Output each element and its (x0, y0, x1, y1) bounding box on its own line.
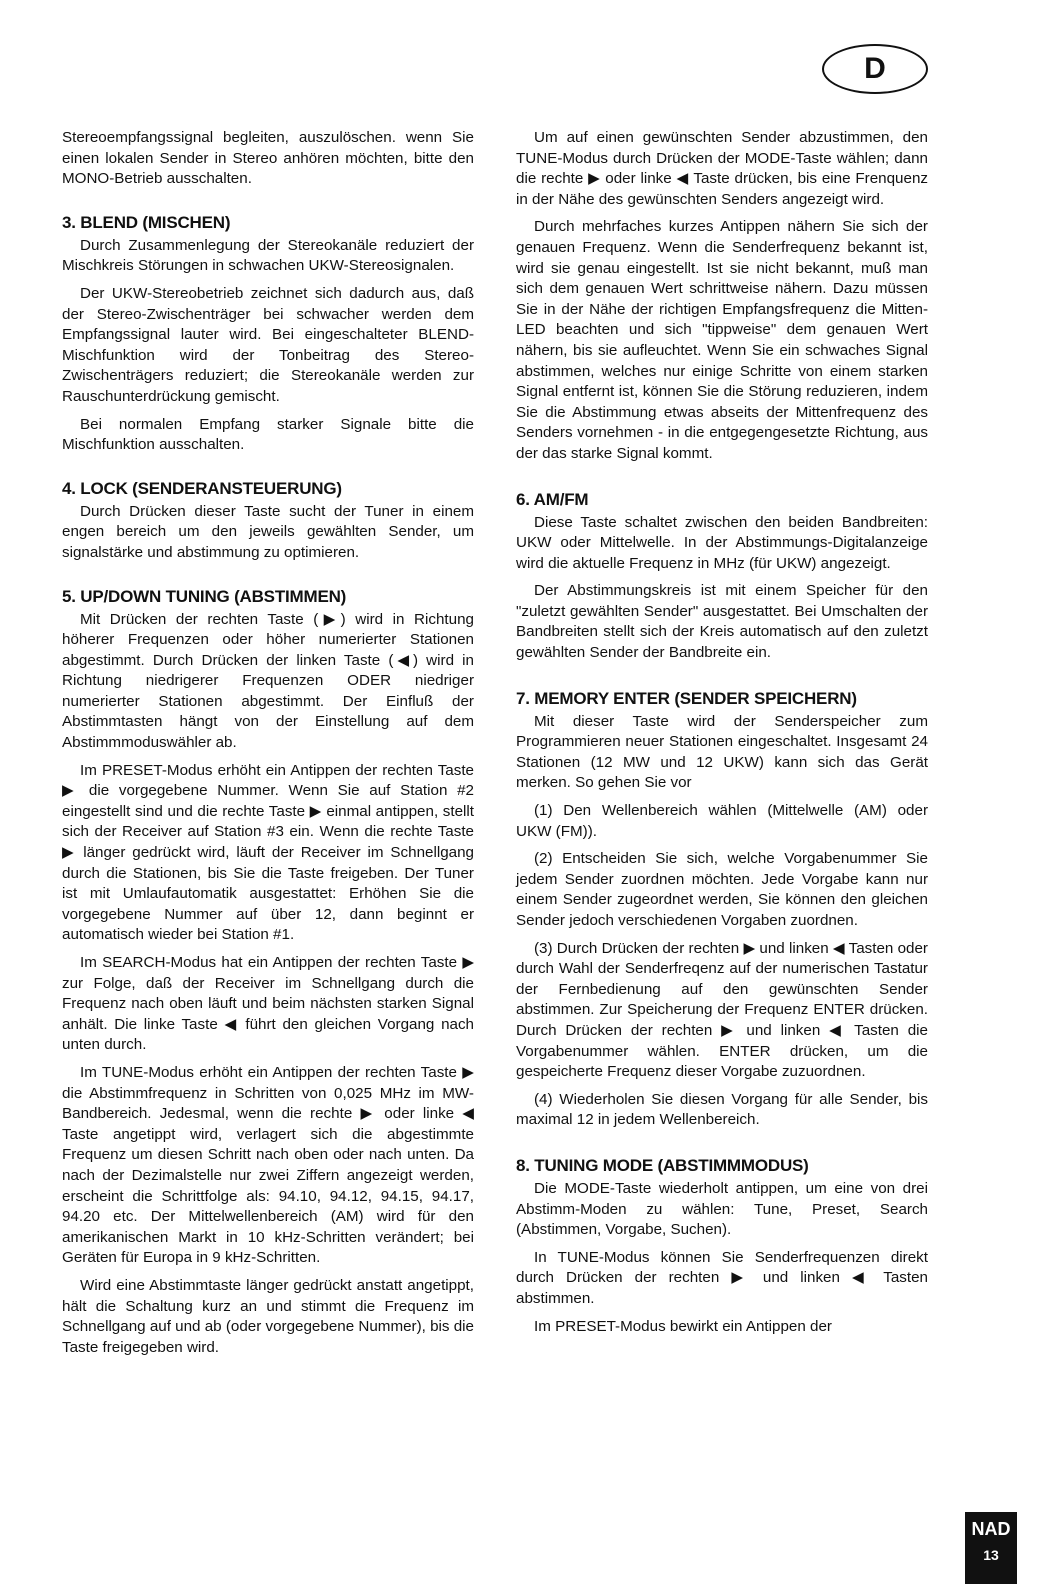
heading-memory-enter: 7. MEMORY ENTER (SENDER SPEICHERN) (516, 688, 857, 708)
paragraph: Mit dieser Taste wird der Senderspeicher zum Programmieren neuer Stationen eingeschaltet. Insgesamt 24 Stationen (12 MW und 12 UKW) kann sich das Gerät merken. So gehen Sie vor (516, 712, 928, 792)
heading-blend: 3. BLEND (MISCHEN) (62, 212, 231, 232)
paragraph: Der Abstimmungskreis ist mit einem Speicher für den "zuletzt gewählten Sender" ausgestattet. Bei Umschalten der Bandbreiten stellt sich der Kreis automatisch auf den zuletzt gewählten Sender der Bandbreite ein. (516, 582, 928, 662)
paragraph: Im PRESET-Modus bewirkt ein Antippen der (534, 1317, 832, 1335)
paragraph: (4) Wiederholen Sie diesen Vorgang für alle Sender, bis maximal 12 in jedem Wellenbereich. (516, 1090, 928, 1129)
paragraph: Wird eine Abstimmtaste länger gedrückt anstatt angetippt, hält die Schaltung kurz an und stimmt die Frequenz im Schnellgang auf und ab (oder vorgegebene Nummer), bis die Taste freigegeben wird. (62, 1276, 475, 1356)
paragraph: (3) Durch Drücken der rechten ▶ und linken ◀ Tasten oder durch Wahl der Senderfreqenz auf der numerischen Tastatur der Fernbedienung auf den gewünschten Sender abstimmen. Zur Speicherung der Frequenz ENTER drücken. Durch Drücken der rechten ▶ und linken ◀ Tasten die Vorgabenummer wählen. ENTER drücken, um die gespeicherte Frequenz dieser Vorgabe zuzuordnen. (516, 939, 928, 1081)
page-number: 13 (983, 1547, 999, 1563)
heading-lock: 4. LOCK (SENDERANSTEUERUNG) (62, 478, 342, 498)
right-column (516, 128, 928, 1344)
heading-updown-tuning: 5. UP/DOWN TUNING (ABSTIMMEN) (62, 586, 347, 606)
paragraph: Der UKW-Stereobetrieb zeichnet sich dadurch aus, daß der Stereo-Zwischenträger bei schwacher werden dem Empfangssignal lauter wird. Bei eingeschalteter BLEND-Mischfunktion wird der Tonbeitrag des Stereo-Zwischenträgers reduziert; die Stereokanäle werden zur Rauschunterdrückung gemischt. (62, 284, 474, 405)
paragraph: Diese Taste schaltet zwischen den beiden Bandbreiten: UKW oder Mittelwelle. In der Abstimmungs-Digitalanzeige wird die aktuelle Frequenz in MHz (für UKW) angezeigt. (516, 513, 928, 572)
language-badge: D (822, 44, 928, 94)
heading-tuning-mode: 8. TUNING MODE (ABSTIMMMODUS) (516, 1155, 809, 1175)
paragraph: Im SEARCH-Modus hat ein Antippen der rechten Taste ▶ zur Folge, daß der Receiver im Schnellgang durch die Frequenz nach oben läuft und beim nächsten starken Signal anhält. Die linke Taste ◀ führt den gleichen Vorgang nach unten durch. (62, 954, 474, 1054)
paragraph: In TUNE-Modus können Sie Senderfrequenzen direkt durch Drücken der rechten ▶ und linken ◀ Tasten abstimmen. (516, 1248, 928, 1307)
footer-brand-box (965, 1512, 1017, 1584)
paragraph: Um auf einen gewünschten Sender abzustimmen, den TUNE-Modus durch Drücken der MODE-Taste wählen; dann die rechte ▶ oder linke ◀ Taste drücken, bis eine Frenquenz in der Nähe des gewünschten Senders angezeigt wird. (516, 129, 928, 208)
paragraph: Durch mehrfaches kurzes Antippen nähern Sie sich der genauen Frequenz. Wenn die Senderfrequenz bekannt ist, wird sie genau eingestellt. Ist sie nicht bekannt, muß man sich dem genauen Wert schrittweise nähern. Dazu müssen Sie in der Nähe der richtigen Empfangsfrequenz die Mitten-LED beachten und sich "tippweise" dem genauen Wert nähern, bis sie aufleuchtet. Wenn Sie ein schwaches Signal abstimmen, welches nur einige Schritte von einem starken Signal entfernt ist, können Sie die Störung reduzieren, indem Sie die Abstimmung etwas abseits der Mittenfrequenz des Senders vornehmen - in die entgegengesetzte Richtung, aus der das starke Signal kommt. (516, 218, 928, 462)
paragraph: Durch Drücken dieser Taste sucht der Tuner in einem engen bereich um den jeweils gewählten Sender, um signalstärke und abstimmung zu optimieren. (62, 502, 474, 561)
heading-am-fm: 6. AM/FM (516, 489, 589, 509)
intro-paragraph: Stereoempfangssignal begleiten, auszulöschen. wenn Sie einen lokalen Sender in Stereo anhören möchten, bitte den MONO-Betrieb ausschalten. (62, 129, 474, 188)
paragraph: Im PRESET-Modus erhöht ein Antippen der rechten Taste ▶ die vorgegebene Nummer. Wenn Sie auf Station #2 eingestellt sind und die rechte Taste ▶ einmal antippen, stellt sich der Receiver auf Station #3 ein. Wenn die rechte Taste ▶ länger gedrückt wird, läuft der Receiver im Schnellgang durch die Stationen, bis Sie die Taste freigeben. Der Tuner ist mit Umlaufautomatik ausgestattet: Erhöhen Sie die vorgegebene Nummer auf über 12, dann beginnt er automatisch wieder bei Station #1. (62, 761, 474, 944)
paragraph: Mit Drücken der rechten Taste (▶) wird in Richtung höherer Frequenzen oder höher numerierter Stationen abgestimmt. Durch Drücken der linken Taste (◀) wird in Richtung niedrigerer Frequenzen ODER niedriger numerierter Stationen abgestimmt. Der Einfluß der Abstimmtasten hängt von der Einstellung auf dem Abstimmmoduswähler ab. (62, 610, 474, 752)
paragraph: Durch Zusammenlegung der Stereokanäle reduziert der Mischkreis Störungen in schwachen UKW-Stereosignalen. (62, 236, 474, 275)
nad-logo: NAD (971, 1519, 1011, 1539)
paragraph: Die MODE-Taste wiederholt antippen, um eine von drei Abstimm-Moden zu wählen: Tune, Preset, Search (Abstimmen, Vorgabe, Suchen). (516, 1179, 928, 1239)
paragraph: Bei normalen Empfang starker Signale bitte die Mischfunktion ausschalten. (62, 415, 474, 454)
paragraph: (2) Entscheiden Sie sich, welche Vorgabenummer Sie jedem Sender zuordnen möchten. Jede Vorgabe kann nur einem Sender zugeordnet werden, Sie können den gleichen Sender jedoch verschiedenen Vorgaben zuordnen. (516, 850, 928, 929)
paragraph: (1) Den Wellenbereich wählen (Mittelwelle (AM) oder UKW (FM)). (516, 802, 928, 840)
paragraph: Im TUNE-Modus erhöht ein Antippen der rechten Taste ▶ die Abstimmfrequenz in Schritten von 0,025 MHz im MW-Bandbereich. Jedesmal, wenn die rechte ▶ oder linke ◀ Taste angetippt wird, verlagert sich die abgestimmte Frequenz um diesen Schritt nach oben oder nach unten. Da nach der Dezimalstelle nur zwei Ziffern angezeigt werden, erscheint die Schrittfolge als: 94.10, 94.12, 94.15, 94.17, 94.20 etc. Der Mittelwellenbereich (AM) wird für den amerikanischen Markt in 10 kHz-Schritten verändert; bei Geräten für Europa in 9 kHz-Schritten. (62, 1063, 474, 1267)
left-column (62, 128, 474, 1365)
